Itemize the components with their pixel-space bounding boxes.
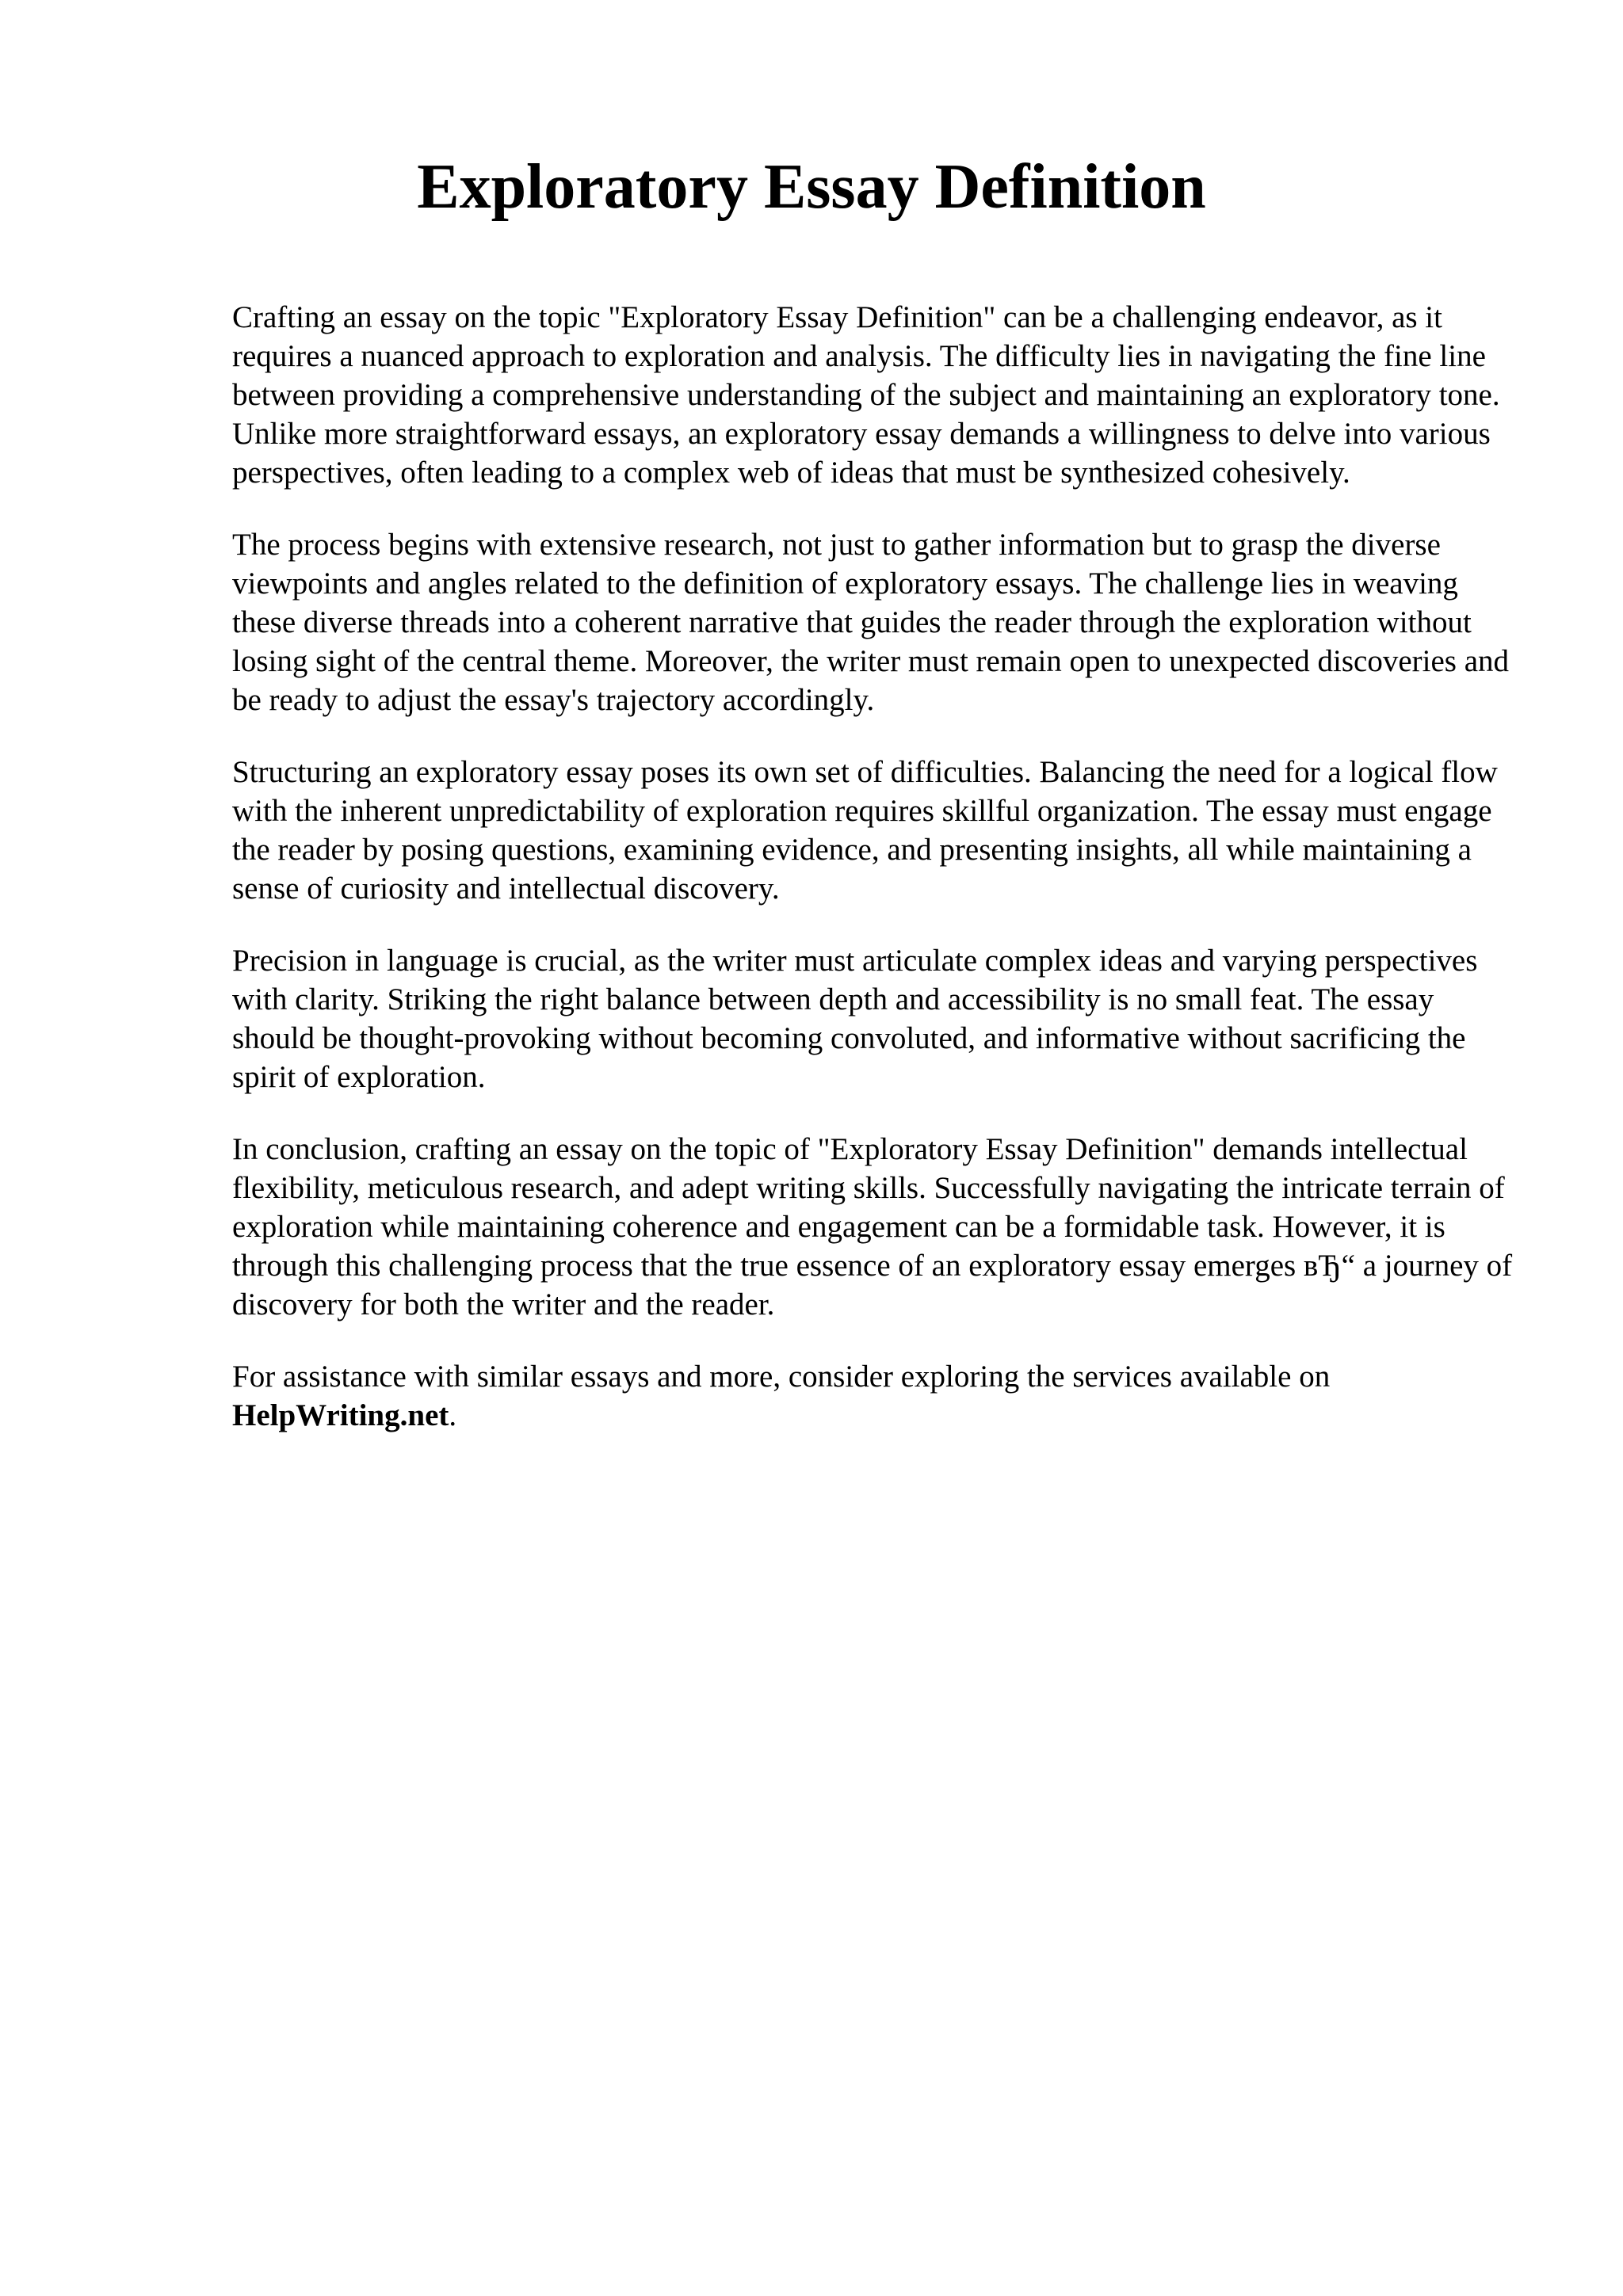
paragraph-4: Precision in language is crucial, as the writer must articulate complex ideas and varying perspectives with clarity. Striking the right balance between depth and accessibility is no small feat. The essay should be thought-provoking without becoming convoluted, and informative without sacrificing the spirit of exploration. (232, 944, 1478, 1094)
document-body (232, 298, 1520, 1468)
brand-name: HelpWriting.net (232, 1398, 449, 1432)
document-title: Exploratory Essay Definition (417, 152, 1206, 222)
closing-paragraph (232, 1357, 1520, 1435)
closing-text: For assistance with similar essays and more, consider exploring the services available on (232, 1360, 1331, 1394)
paragraph-1: Crafting an essay on the topic "Exploratory Essay Definition" can be a challenging endeavor, as it requires a nuanced approach to exploration and analysis. The difficulty lies in navigating the fine line between providing a comprehensive understanding of the subject and maintaining an exploratory tone. Unlike more straightforward essays, an exploratory essay demands a willingness to delve into various perspectives, often leading to a complex web of ideas that must be synthesized cohesively. (232, 300, 1500, 490)
paragraph-3: Structuring an exploratory essay poses its own set of difficulties. Balancing the need for a logical flow with the inherent unpredictability of exploration requires skillful organization. The essay must engage the reader by posing questions, examining evidence, and presenting insights, all while maintaining a sense of curiosity and intellectual discovery. (232, 755, 1498, 906)
paragraph-5: In conclusion, crafting an essay on the topic of "Exploratory Essay Definition" demands intellectual flexibility, meticulous research, and adept writing skills. Successfully navigating the intricate terrain of exploration while maintaining coherence and engagement can be a formidable task. However, it is through this challenging process that the true essence of an exploratory essay emerges вЂ“ a journey of discovery for both the writer and the reader. (232, 1132, 1513, 1322)
closing-period: . (449, 1398, 457, 1432)
paragraph-2: The process begins with extensive research, not just to gather information but to grasp the diverse viewpoints and angles related to the definition of exploratory essays. The challenge lies in weaving these diverse threads into a coherent narrative that guides the reader through the exploration without losing sight of the central theme. Moreover, the writer must remain open to unexpected discoveries and be ready to adjust the essay's trajectory accordingly. (232, 528, 1510, 717)
